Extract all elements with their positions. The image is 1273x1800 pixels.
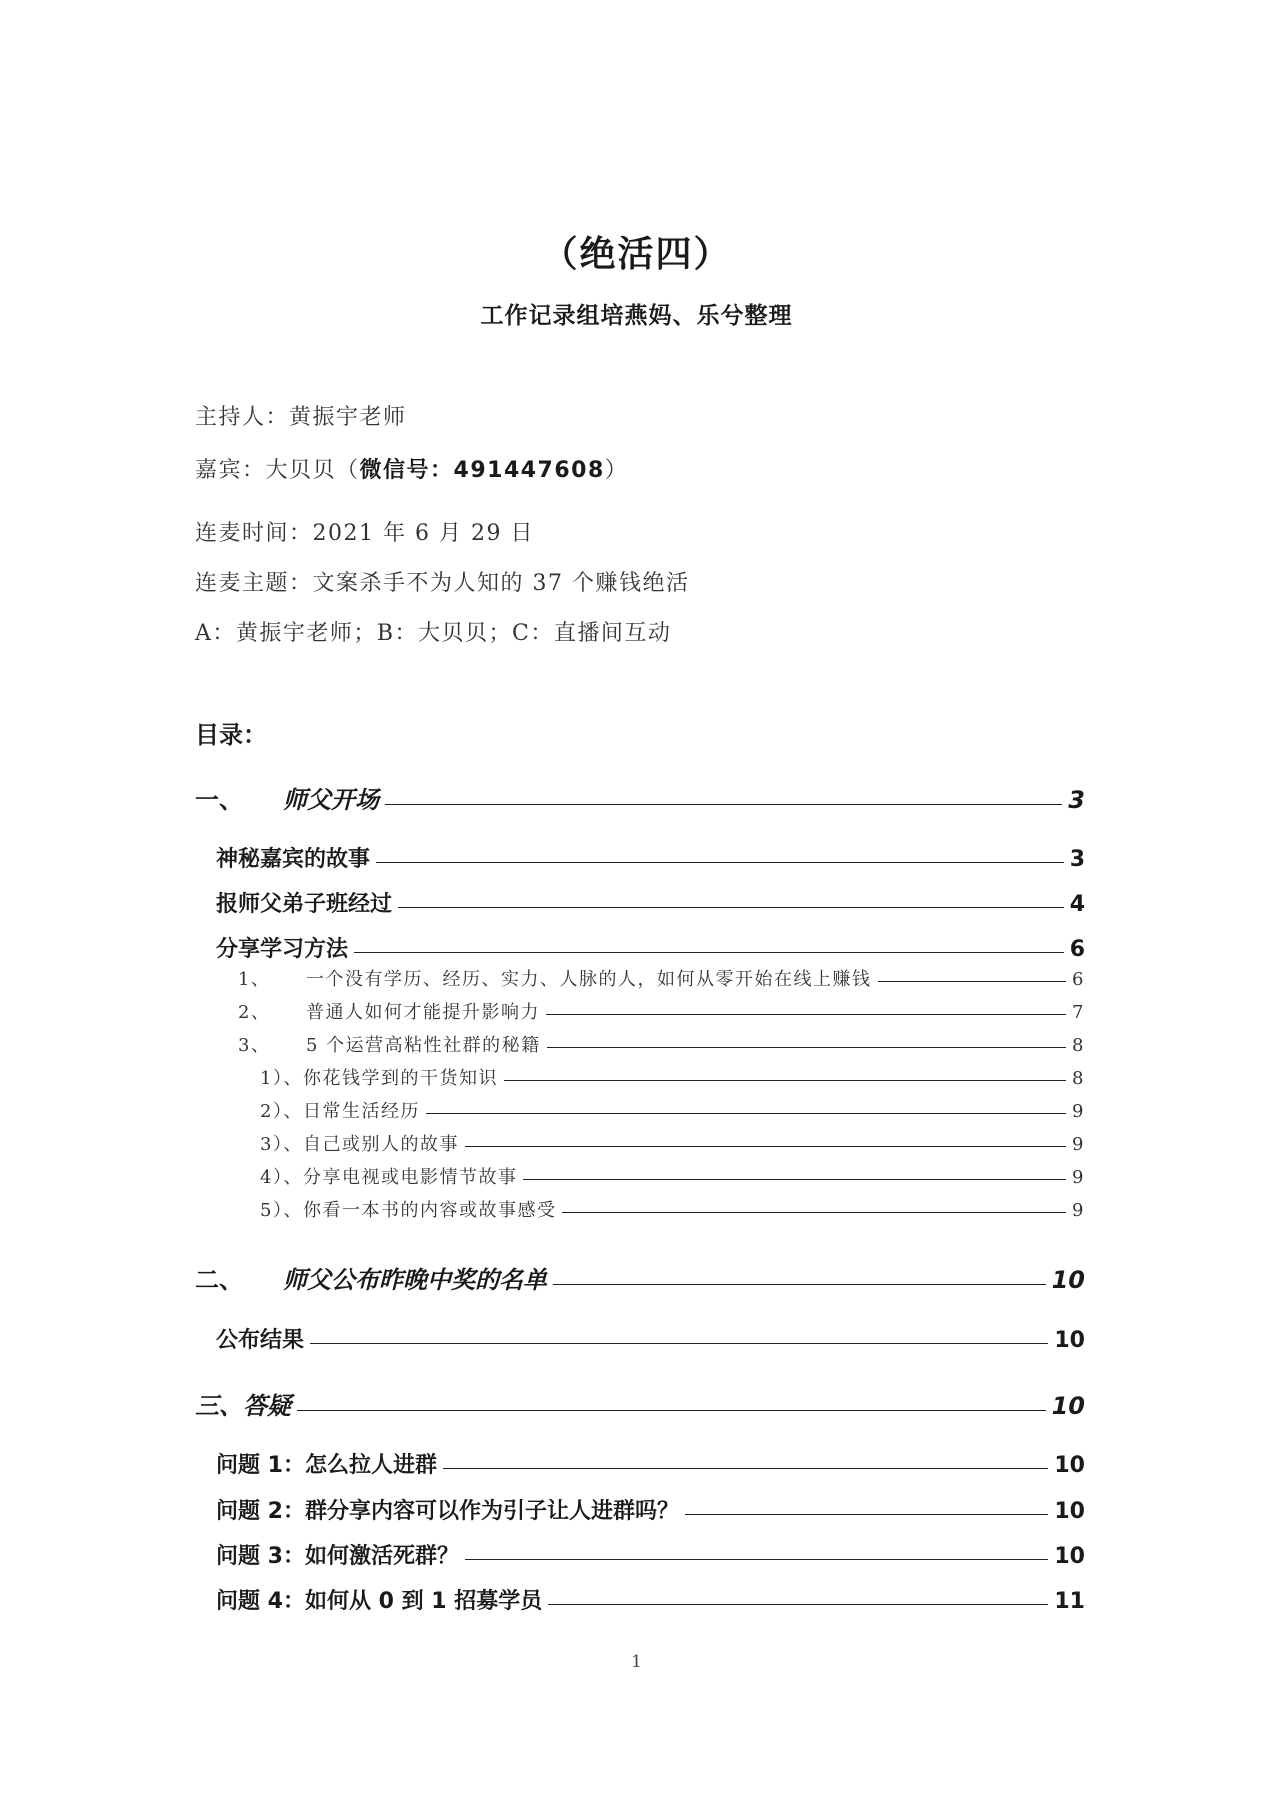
toc-entry-title: 分享学习方法 [216,937,349,962]
toc-entry-title: 师父公布昨晚中奖的名单 [283,1266,547,1294]
toc-entry[interactable] [216,1494,1085,1525]
toc-entry-page: 6 [1069,937,1085,962]
session-time-line: 连麦时间：2021 年 6 月 29 日 [195,521,534,546]
toc-entry-title: 4）、分享电视或电影情节故事 [260,1167,518,1188]
toc-leader-line [878,981,1067,982]
document-subtitle: 工作记录组培燕妈、乐兮整理 [480,303,793,329]
toc-entry-number: 2、 [238,1002,271,1023]
toc-leader-line [465,1559,1048,1560]
roles-line: A：黄振宇老师；B：大贝贝；C：直播间互动 [195,621,672,646]
toc-entry-number: 一、 [195,786,243,814]
toc-entry[interactable] [260,1097,1085,1123]
toc-leader-line [547,1047,1066,1048]
toc-leader-line [426,1113,1066,1114]
toc-entry-title: 问题 1：怎么拉人进群 [216,1453,437,1478]
document-title: （绝活四） [541,234,732,275]
toc-entry-page: 10 [1054,1328,1085,1353]
toc-entry[interactable] [238,1031,1085,1057]
toc-entry-title: 三、答疑 [195,1392,291,1420]
toc-entry[interactable] [238,965,1085,991]
session-topic-line: 连麦主题：文案杀手不为人知的 37 个赚钱绝活 [195,571,690,596]
guest-name: 嘉宾：大贝贝（ [195,458,360,483]
toc-entry-page: 9 [1072,1101,1085,1122]
toc-entry-page: 6 [1072,969,1085,990]
page-number: 1 [631,1652,642,1672]
toc-entry-title: 问题 3：如何激活死群？ [216,1544,459,1569]
toc-entry-page: 3 [1069,847,1085,872]
toc-entry[interactable] [216,932,1085,963]
toc-entry-title: 3）、自己或别人的故事 [260,1134,459,1155]
guest-wechat: 微信号：491447608 [359,458,605,483]
toc-entry-page: 8 [1072,1068,1085,1089]
toc-entry[interactable] [195,1386,1085,1421]
toc-entry-title: 报师父弟子班经过 [216,892,393,917]
toc-entry-page: 9 [1072,1134,1085,1155]
toc-leader-line [385,804,1062,805]
toc-leader-line [546,1014,1066,1015]
toc-leader-line [504,1080,1066,1081]
toc-entry-page: 10 [1054,1499,1085,1524]
toc-leader-line [553,1284,1046,1285]
toc-leader-line [685,1514,1048,1515]
toc-leader-line [297,1410,1046,1411]
toc-entry-page: 10 [1054,1453,1085,1478]
guest-line [195,453,628,484]
toc-leader-line [398,907,1064,908]
toc-heading: 目录： [195,721,267,749]
toc-entry-title: 神秘嘉宾的故事 [216,847,371,872]
toc-entry-title: 师父开场 [283,786,379,814]
toc-leader-line [523,1179,1066,1180]
toc-entry-page: 4 [1069,892,1085,917]
toc-entry-page: 10 [1051,1266,1085,1294]
toc-entry[interactable] [216,1539,1085,1570]
toc-entry[interactable] [216,1448,1085,1479]
toc-entry-number: 1、 [238,969,271,990]
toc-entry-title: 问题 4：如何从 0 到 1 招募学员 [216,1589,543,1614]
toc-entry[interactable] [195,780,1085,815]
toc-leader-line [562,1212,1066,1213]
toc-entry[interactable] [260,1130,1085,1156]
toc-entry-title: 1）、你花钱学到的干货知识 [260,1068,498,1089]
toc-entry-number: 3、 [238,1035,271,1056]
toc-entry-title: 一个没有学历、经历、实力、人脉的人，如何从零开始在线上赚钱 [306,969,872,990]
toc-entry-title: 公布结果 [216,1328,305,1353]
toc-entry[interactable] [216,1584,1085,1615]
toc-entry-page: 8 [1072,1035,1085,1056]
toc-entry[interactable] [238,998,1085,1024]
toc-entry-page: 10 [1054,1544,1085,1569]
toc-entry[interactable] [195,1260,1085,1295]
toc-entry[interactable] [260,1064,1085,1090]
toc-leader-line [310,1343,1048,1344]
toc-entry-page: 3 [1068,786,1085,814]
host-line: 主持人：黄振宇老师 [195,405,407,430]
guest-suffix: ） [604,458,629,483]
toc-entry[interactable] [260,1163,1085,1189]
toc-entry-title: 5）、你看一本书的内容或故事感受 [260,1200,557,1221]
toc-entry-title: 普通人如何才能提升影响力 [306,1002,540,1023]
toc-entry-page: 9 [1072,1200,1085,1221]
toc-entry-number: 二、 [195,1266,243,1294]
toc-leader-line [376,862,1064,863]
toc-entry-page: 11 [1054,1589,1085,1614]
toc-entry[interactable] [216,1323,1085,1354]
toc-leader-line [548,1604,1048,1605]
toc-entry[interactable] [216,887,1085,918]
toc-entry-page: 9 [1072,1167,1085,1188]
toc-entry-page: 10 [1051,1392,1085,1420]
toc-entry-title: 2）、日常生活经历 [260,1101,420,1122]
toc-leader-line [443,1468,1048,1469]
toc-entry[interactable] [260,1196,1085,1222]
toc-entry[interactable] [216,842,1085,873]
toc-entry-title: 问题 2：群分享内容可以作为引子让人进群吗？ [216,1499,679,1524]
toc-entry-title: 5 个运营高粘性社群的秘籍 [306,1035,541,1056]
toc-leader-line [354,952,1064,953]
toc-entry-page: 7 [1072,1002,1085,1023]
toc-leader-line [465,1146,1066,1147]
